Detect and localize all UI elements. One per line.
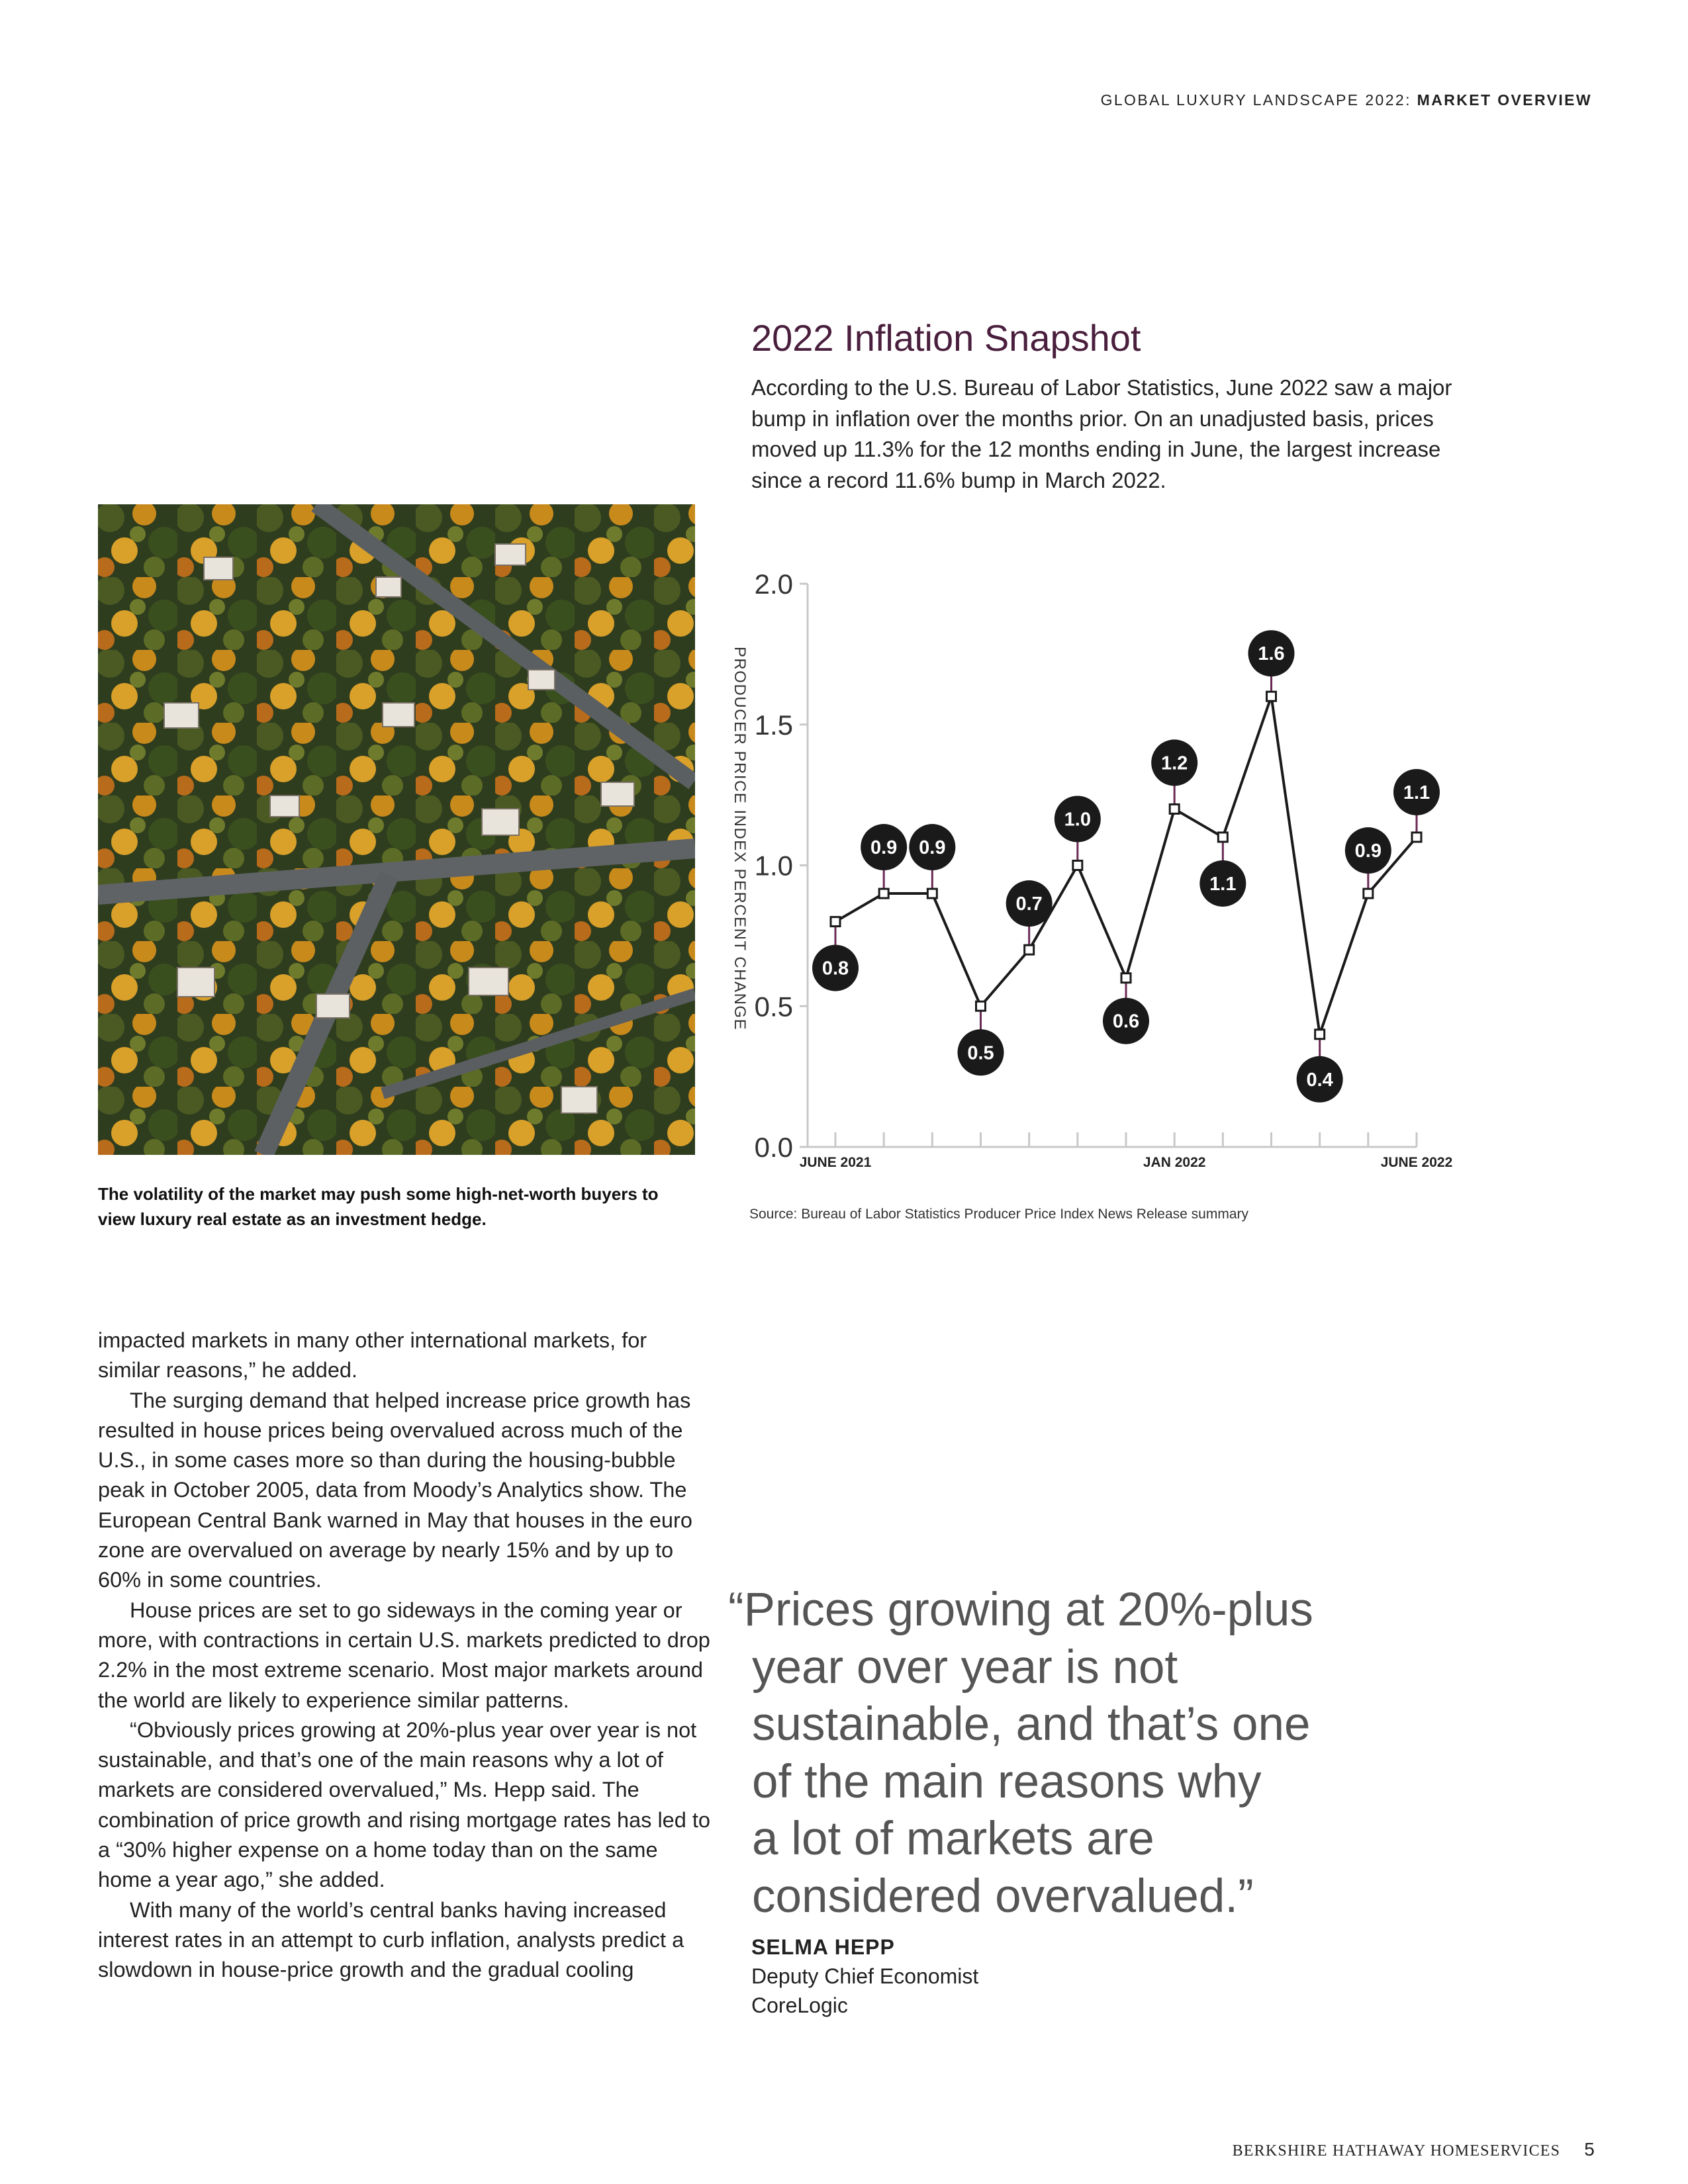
data-point-marker [1315, 1030, 1325, 1039]
pull-quote-line: considered overvalued.” [752, 1870, 1254, 1923]
x-tick-label: JUNE 2022 [1380, 1155, 1453, 1170]
data-label: 1.2 [1161, 752, 1188, 774]
body-paragraph: impacted markets in many other international markets, for similar reasons,” he added. [98, 1328, 647, 1383]
data-point-marker [976, 1001, 986, 1011]
data-point-marker [879, 889, 888, 898]
pull-quote-line: of the main reasons why [752, 1755, 1262, 1808]
photo-caption: The volatility of the market may push some high-net-worth buyers to view luxury real estate as an investment hedge. [98, 1184, 659, 1229]
running-header [1101, 91, 1592, 109]
data-label: 1.1 [1209, 873, 1237, 895]
data-label: 0.9 [1354, 841, 1382, 862]
data-label: 0.9 [919, 837, 946, 859]
data-point-marker [1025, 945, 1034, 954]
ppi-line-chart [722, 556, 1489, 1171]
data-label: 0.4 [1306, 1069, 1333, 1091]
chart-intro: According to the U.S. Bureau of Labor Statistics, June 2022 saw a major bump in inflation over the months prior. On an unadjusted basis, prices moved up 11.3% for the 12 months ending in June, the largest increase since a record 11.6% bump in March 2022. [751, 375, 1452, 492]
data-point-marker [1218, 833, 1227, 842]
y-tick-label: 2.0 [754, 569, 793, 600]
data-label: 1.1 [1403, 782, 1430, 803]
body-paragraph: With many of the world’s central banks having increased interest rates in an attempt to curb inflation, analysts predict a slowdown in house-price growth and the gradual cooling [98, 1897, 684, 1982]
data-label: 0.9 [870, 837, 898, 859]
header-prefix: GLOBAL LUXURY LANDSCAPE 2022: [1100, 91, 1417, 109]
attribution-role: Deputy Chief Economist [751, 1964, 979, 1988]
y-tick-label: 0.0 [754, 1132, 793, 1163]
body-paragraph: House prices are set to go sideways in the coming year or more, with contractions in certain U.S. markets predicted to drop 2.2% in the most extreme scenario. Most major markets around the world are likely to experience similar patterns. [98, 1598, 710, 1712]
y-tick-label: 1.0 [754, 850, 793, 882]
chart-source: Source: Bureau of Labor Statistics Producer Price Index News Release summary [749, 1206, 1249, 1222]
chart-title: 2022 Inflation Snapshot [751, 317, 1141, 359]
header-section: MARKET OVERVIEW [1417, 91, 1592, 109]
data-label: 1.6 [1258, 643, 1285, 665]
aerial-neighborhood-photo [98, 504, 695, 1155]
data-point-marker [1412, 833, 1421, 842]
attribution-name: SELMA HEPP [751, 1935, 895, 1959]
data-point-marker [1073, 861, 1082, 870]
page-number: 5 [1584, 2139, 1595, 2160]
pull-quote-line: year over year is not [752, 1641, 1178, 1694]
x-tick-label: JUNE 2021 [799, 1155, 872, 1170]
data-label: 0.8 [821, 958, 849, 979]
data-point-marker [1121, 974, 1131, 983]
pull-quote-line: a lot of markets are [752, 1813, 1154, 1865]
article-body [98, 1326, 714, 1985]
data-point-marker [831, 917, 840, 927]
pull-quote [728, 1582, 1313, 1925]
y-tick-label: 1.5 [754, 709, 793, 741]
data-label: 0.5 [967, 1042, 994, 1064]
y-axis-title: PRODUCER PRICE INDEX PERCENT CHANGE [731, 646, 749, 1031]
quote-attribution [751, 1933, 978, 2020]
pull-quote-line: sustainable, and that’s one [752, 1698, 1311, 1751]
body-paragraph: “Obviously prices growing at 20%-plus year over year is not sustainable, and that’s one of the main reasons why a lot of markets are considered overvalued,” Ms. Hepp said. The combination of price growth and rising mortgage rates has led to a “30% higher expense on a home today than on the same home a year ago,” she added. [98, 1717, 710, 1892]
attribution-org: CoreLogic [751, 1993, 848, 2017]
data-point-marker [1267, 692, 1276, 701]
x-tick-label: JAN 2022 [1143, 1155, 1206, 1170]
pull-quote-line: “Prices growing at 20%-plus [728, 1584, 1313, 1636]
data-point-marker [1364, 889, 1373, 898]
page-footer [1233, 2139, 1595, 2160]
body-paragraph: The surging demand that helped increase price growth has resulted in house prices being overvalued across much of the U.S., in some cases more so than during the housing-bubble peak in October 2005, data from Moody’s Analytics show. The European Central Bank warned in May that houses in the euro zone are overvalued on average by nearly 15% and by up to 60% in some countries. [98, 1388, 692, 1592]
data-label: 1.0 [1064, 809, 1091, 831]
footer-brand: BERKSHIRE HATHAWAY HOMESERVICES [1232, 2142, 1561, 2160]
data-label: 0.7 [1015, 893, 1043, 915]
data-point-marker [1170, 804, 1179, 813]
y-tick-label: 0.5 [754, 991, 793, 1023]
data-point-marker [927, 889, 937, 898]
data-label: 0.6 [1112, 1011, 1140, 1032]
